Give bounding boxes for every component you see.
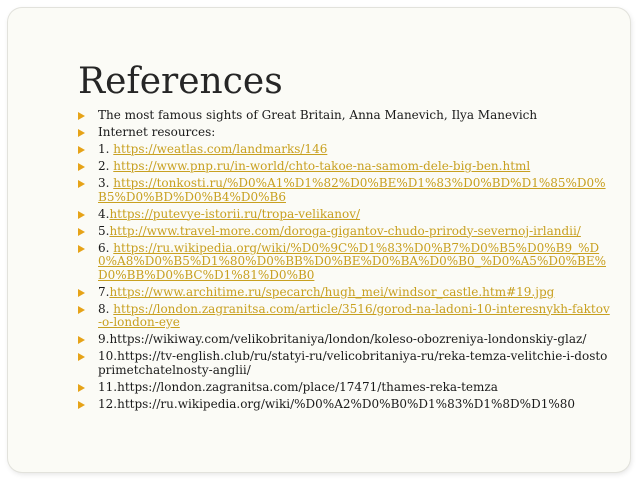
- reference-link[interactable]: https://ru.wikipedia.org/wiki/%D0%9C%D1%83%D0%B7%D0%B5%D0%B9_%D0%A8%D0%B5%D1%80%D0%BB%D0%BE%D0%BA%D0%B0_%D0%A5%D0%BE%D0%BB%D0%BC%D1%81%D0%B0: [98, 240, 606, 282]
- reference-item: [78, 126, 613, 140]
- reference-number: 4.: [98, 206, 110, 221]
- reference-link[interactable]: https://london.zagranitsa.com/article/3516/gorod-na-ladoni-10-interesnykh-faktov-o-london-eye: [98, 301, 610, 329]
- reference-item: [78, 350, 613, 377]
- bullet-icon: [78, 336, 85, 344]
- reference-item: [78, 143, 613, 157]
- reference-number: 5.: [98, 223, 110, 238]
- reference-number: 2.: [98, 159, 114, 173]
- bullet-icon: [78, 112, 85, 120]
- bullet-icon: [78, 306, 85, 314]
- reference-text: The most famous sights of Great Britain, Anna Manevich, Ilya Manevich: [98, 108, 538, 122]
- bullet-icon: [78, 289, 85, 297]
- bullet-icon: [78, 163, 85, 171]
- reference-item: [78, 225, 613, 239]
- reference-link[interactable]: https://tonkosti.ru/%D0%A1%D1%82%D0%BE%D1%83%D0%BD%D1%85%D0%B5%D0%BD%D0%B4%D0%B6: [98, 176, 606, 204]
- reference-item: [78, 381, 613, 395]
- reference-link[interactable]: https://www.architime.ru/specarch/hugh_mei/windsor_castle.htm#19.jpg: [109, 284, 555, 299]
- bullet-icon: [78, 353, 85, 361]
- reference-list: [78, 109, 613, 415]
- bullet-icon: [78, 401, 85, 409]
- bullet-icon: [78, 245, 85, 253]
- reference-text: Internet resources:: [98, 125, 216, 139]
- reference-text: 11.https://london.zagranitsa.com/place/17471/thames-reka-temza: [98, 379, 498, 394]
- reference-number: 1.: [98, 142, 114, 156]
- reference-item: [78, 333, 613, 347]
- reference-text: 10.https://tv-english.club/ru/statyi-ru/velicobritaniya-ru/reka-temza-velitchie-i-dostoprimetchatelnosty-anglii/: [98, 349, 608, 377]
- bullet-icon: [78, 180, 85, 188]
- reference-item: [78, 286, 613, 300]
- reference-item: [78, 242, 613, 283]
- slide-title: References: [78, 61, 283, 102]
- reference-item: [78, 160, 613, 174]
- reference-item: [78, 398, 613, 412]
- bullet-icon: [78, 146, 85, 154]
- bullet-icon: [78, 129, 85, 137]
- reference-number: 7.: [98, 284, 110, 299]
- reference-text: 9.https://wikiway.com/velikobritaniya/london/koleso-obozreniya-londonskiy-glaz/: [98, 332, 587, 346]
- reference-number: 3.: [98, 176, 114, 190]
- reference-link[interactable]: https://www.pnp.ru/in-world/chto-takoe-na-samom-dele-big-ben.html: [113, 159, 531, 173]
- reference-number: 6.: [98, 240, 114, 255]
- reference-link[interactable]: https://weatlas.com/landmarks/146: [113, 142, 328, 156]
- bullet-icon: [78, 228, 85, 236]
- bullet-icon: [78, 384, 85, 392]
- reference-number: 8.: [98, 301, 114, 316]
- reference-item: [78, 177, 613, 204]
- reference-link[interactable]: https://putevye-istorii.ru/tropa-velikanov/: [109, 206, 361, 221]
- slide: [8, 8, 630, 472]
- reference-item: [78, 303, 613, 330]
- reference-text: 12.https://ru.wikipedia.org/wiki/%D0%A2%D0%B0%D1%83%D1%8D%D1%80: [98, 396, 575, 411]
- reference-item: [78, 208, 613, 222]
- reference-link[interactable]: http://www.travel-more.com/doroga-gigantov-chudo-prirody-severnoj-irlandii/: [109, 223, 581, 238]
- reference-item: [78, 109, 613, 123]
- bullet-icon: [78, 211, 85, 219]
